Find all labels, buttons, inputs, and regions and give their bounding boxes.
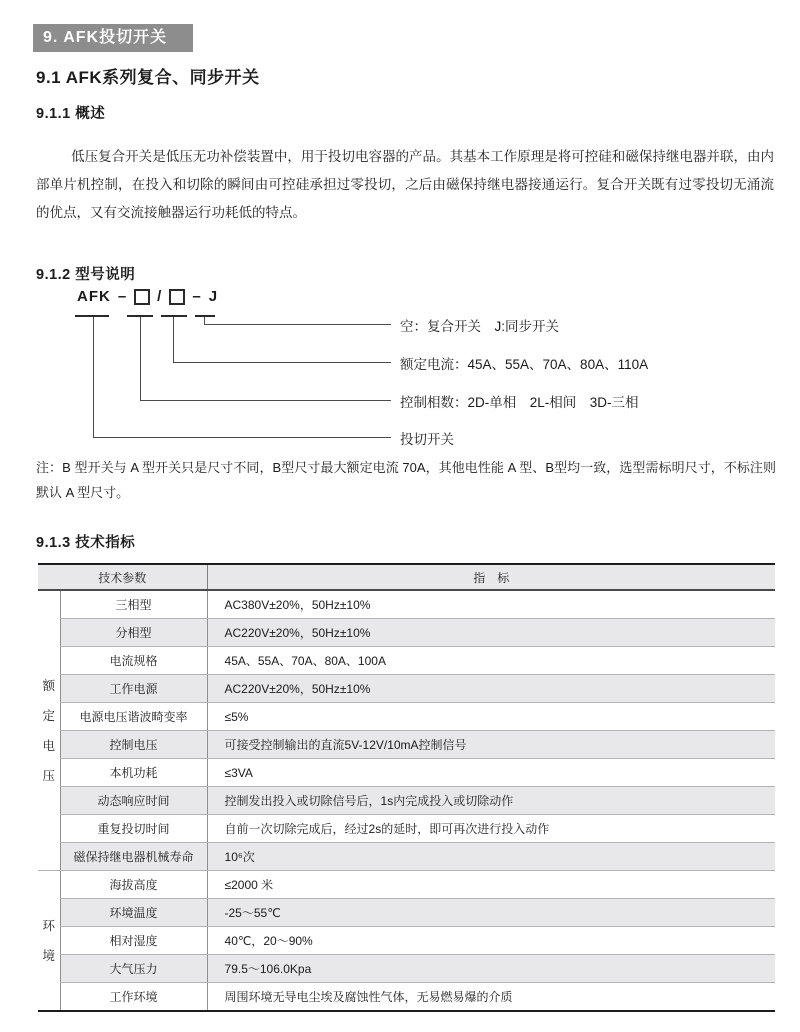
model-heading: 9.1.2 型号说明 [36, 267, 136, 283]
model-suffix: J [208, 288, 219, 305]
group-label-rated-voltage: 额定电压 [38, 590, 60, 871]
param-cell: 本机功耗 [60, 759, 207, 787]
value-cell: 控制发出投入或切除信号后，1s内完成投入或切除动作 [207, 787, 775, 815]
param-cell: 大气压力 [60, 955, 207, 983]
model-dash: – [117, 288, 128, 305]
model-placeholder-box [169, 289, 185, 305]
param-cell: 磁保持继电器机械寿命 [60, 843, 207, 871]
section-heading: 9.1 AFK系列复合、同步开关 [36, 68, 260, 87]
param-cell: 三相型 [60, 590, 207, 619]
param-cell: 电流规格 [60, 647, 207, 675]
table-row [38, 647, 775, 675]
column-header-value: 指 标 [207, 564, 775, 590]
param-cell: 工作电源 [60, 675, 207, 703]
column-header-parameter: 技术参数 [38, 564, 207, 590]
group-label-environment: 环境 [38, 871, 60, 1012]
param-cell: 工作环境 [60, 983, 207, 1012]
table-row [38, 955, 775, 983]
table-row [38, 731, 775, 759]
table-row [38, 927, 775, 955]
specs-table [38, 563, 775, 1012]
table-row [38, 675, 775, 703]
value-cell: ≤5% [207, 703, 775, 731]
param-cell: 相对湿度 [60, 927, 207, 955]
table-row [38, 815, 775, 843]
table-row [38, 590, 775, 619]
model-note: 注：B 型开关与 A 型开关只是尺寸不同，B型尺寸最大额定电流 70A，其他电性能 A 型、B型均一致，选型需标明尺寸，不标注则默认 A 型尺寸。 [36, 460, 776, 500]
param-cell: 电源电压谐波畸变率 [60, 703, 207, 731]
value-cell: ≤3VA [207, 759, 775, 787]
overview-paragraph: 低压复合开关是低压无功补偿装置中，用于投切电容器的产品。其基本工作原理是将可控硅和磁保持继电器并联，由内部单片机控制，在投入和切除的瞬间由可控硅承担过零投切，之后由磁保持继电器接通运行。复合开关既有过零投切无涌流的优点，又有交流接触器运行功耗低的特点。 [36, 149, 774, 220]
value-cell: -25～55℃ [207, 899, 775, 927]
model-label-switch: 投切开关 [400, 432, 454, 447]
table-header-row [38, 564, 775, 590]
section-title-bar: 9. AFK投切开关 [33, 24, 193, 52]
value-cell: 周围环境无导电尘埃及腐蚀性气体，无易燃易爆的介质 [207, 983, 775, 1012]
table-row [38, 899, 775, 927]
param-cell: 重复投切时间 [60, 815, 207, 843]
model-slash: / [157, 288, 163, 305]
table-row [38, 871, 775, 899]
value-cell: ≤2000 米 [207, 871, 775, 899]
model-designation-diagram [36, 288, 775, 453]
table-row [38, 843, 775, 871]
overview-heading: 9.1.1 概述 [36, 106, 106, 122]
table-row [38, 703, 775, 731]
param-cell: 动态响应时间 [60, 787, 207, 815]
model-formula [77, 288, 218, 305]
table-row [38, 619, 775, 647]
model-label-current: 额定电流：45A、55A、70A、80A、110A [400, 357, 649, 372]
param-cell: 控制电压 [60, 731, 207, 759]
table-row [38, 787, 775, 815]
value-cell: AC380V±20%，50Hz±10% [207, 590, 775, 619]
value-cell: 45A、55A、70A、80A、100A [207, 647, 775, 675]
model-prefix: AFK [77, 288, 111, 305]
value-cell: AC220V±20%，50Hz±10% [207, 675, 775, 703]
value-cell: AC220V±20%，50Hz±10% [207, 619, 775, 647]
value-cell: 79.5～106.0Kpa [207, 955, 775, 983]
value-cell: 可接受控制输出的直流5V-12V/10mA控制信号 [207, 731, 775, 759]
param-cell: 海拔高度 [60, 871, 207, 899]
param-cell: 环境温度 [60, 899, 207, 927]
model-label-phases: 控制相数：2D-单相 2L-相间 3D-三相 [400, 395, 639, 410]
value-cell: 自前一次切除完成后，经过2s的延时，即可再次进行投入动作 [207, 815, 775, 843]
model-connector-line [93, 317, 391, 438]
param-cell: 分相型 [60, 619, 207, 647]
value-cell: 10⁶次 [207, 843, 775, 871]
model-dash: – [192, 288, 202, 305]
table-row [38, 983, 775, 1012]
table-row [38, 759, 775, 787]
value-cell: 40℃，20～90% [207, 927, 775, 955]
model-label-suffix: 空：复合开关 J:同步开关 [400, 319, 560, 334]
specs-heading: 9.1.3 技术指标 [36, 535, 136, 551]
model-placeholder-box [134, 289, 150, 305]
